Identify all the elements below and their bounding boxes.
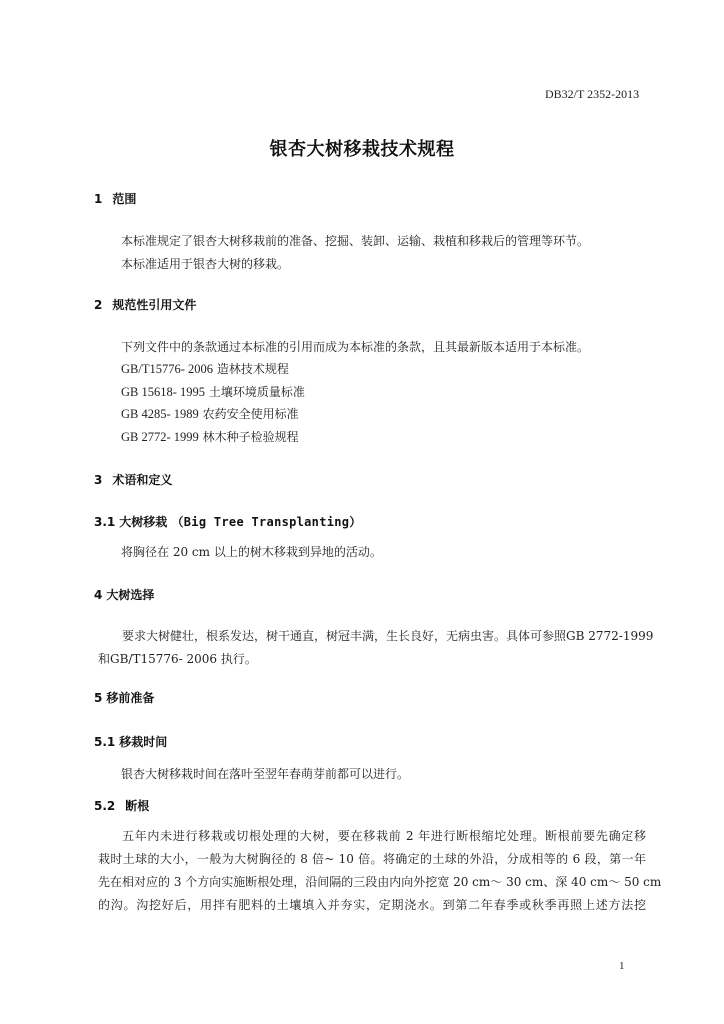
subsection-5-2-heading (94, 797, 149, 814)
reference-name: 土壤环境质量标准 (208, 385, 305, 399)
reference-code: GB 2772- 1999 (121, 430, 199, 444)
reference-item (121, 405, 299, 422)
subsection-number: 5.2 (94, 799, 116, 813)
section-number: 5 (94, 691, 103, 705)
section-title: 移前准备 (106, 691, 155, 705)
subsection-5-1-text: 银杏大树移栽时间在落叶至翌年春萌芽前都可以进行。 (121, 767, 410, 781)
subsection-5-2-paragraph (98, 825, 662, 917)
reference-name: 林木种子检验规程 (202, 430, 299, 444)
reference-code: GB 15618- 1995 (121, 385, 206, 399)
reference-name: 农药安全使用标准 (202, 407, 299, 421)
paragraph-line: 先在相对应的 3 个方向实施断根处理，沿间隔的三段由内向外挖宽 20 cm～ 30 cm、深 40 cm～ 50 cm (98, 875, 662, 889)
reference-item (121, 428, 299, 445)
paragraph-line: 和GB/T15776- 2006 执行。 (98, 652, 257, 666)
section-number: 2 (94, 298, 103, 312)
reference-item (121, 383, 305, 400)
reference-item (121, 360, 289, 377)
section-4-heading (94, 586, 154, 603)
section-4-paragraph (98, 625, 654, 671)
subsection-number: 3.1 (94, 515, 116, 529)
section-5-heading (94, 689, 154, 706)
page-number: 1 (619, 960, 625, 972)
paragraph-line: 的沟。沟挖好后，用拌有肥料的土壤填入并夯实，定期浇水。到第二年春季或秋季再照上述方法挖 (98, 898, 646, 912)
reference-code: GB 4285- 1989 (121, 407, 199, 421)
paragraph-line: 栽时土球的大小，一般为大树胸径的 8 倍~ 10 倍。将确定的土球的外沿，分成相等的 6 段，第一年 (98, 852, 646, 866)
paragraph-line: 要求大树健壮，根系发达，树干通直，树冠丰满，生长良好，无病虫害。具体可参照GB 2772-1999 (122, 629, 654, 643)
reference-name: 造林技术规程 (216, 362, 289, 376)
subsection-number: 5.1 (94, 735, 116, 749)
document-title: 银杏大树移栽技术规程 (269, 139, 455, 160)
section-title: 范围 (112, 192, 137, 206)
section-number: 4 (94, 588, 103, 602)
english-term: （Big Tree Transplanting） (171, 515, 362, 529)
section-title: 规范性引用文件 (112, 298, 197, 312)
section-1-line-2: 本标准适用于银杏大树的移栽。 (121, 257, 290, 271)
subsection-title: 大树移栽 (119, 515, 168, 529)
subsection-5-1-heading (94, 733, 167, 750)
subsection-3-1-heading (94, 513, 362, 530)
reference-code: GB/T15776- 2006 (121, 362, 214, 376)
paragraph-line: 五年内未进行移栽或切根处理的大树，要在移栽前 2 年进行断根缩坨处理。断根前要先确定移 (122, 829, 646, 843)
section-title: 术语和定义 (112, 473, 173, 487)
definition-text: 将胸径在 20 cm 以上的树木移栽到异地的活动。 (121, 545, 382, 559)
section-title: 大树选择 (106, 588, 155, 602)
section-number: 1 (94, 192, 103, 206)
section-number: 3 (94, 473, 103, 487)
subsection-title: 断根 (125, 799, 150, 813)
section-1-heading (94, 190, 136, 207)
section-2-intro: 下列文件中的条款通过本标准的引用而成为本标准的条款，且其最新版本适用于本标准。 (121, 340, 590, 354)
section-1-line-1: 本标准规定了银杏大树移栽前的准备、挖掘、装卸、运输、栽植和移栽后的管理等环节。 (121, 234, 590, 248)
section-3-heading (94, 471, 172, 488)
standard-code: DB32/T 2352-2013 (545, 87, 640, 101)
subsection-title: 移栽时间 (119, 735, 168, 749)
section-2-heading (94, 296, 196, 313)
